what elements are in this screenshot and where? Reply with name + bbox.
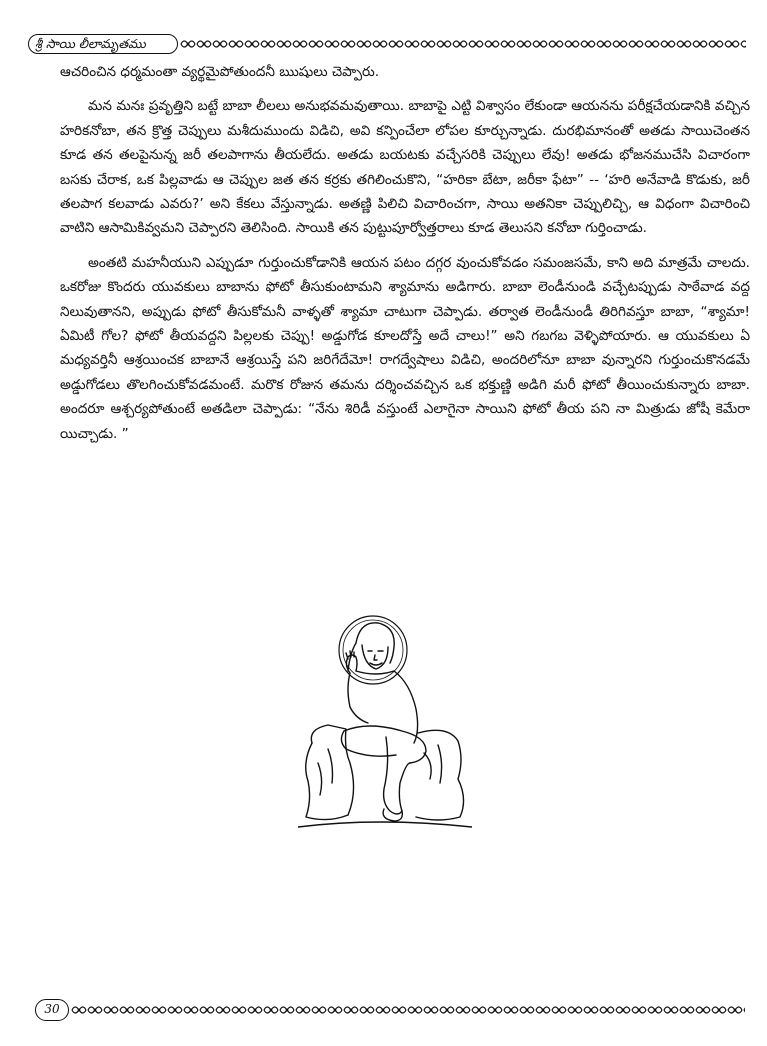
decorative-border-top (180, 37, 746, 51)
sai-baba-illustration (298, 613, 472, 849)
page-number: 30 (35, 999, 69, 1021)
page-header (28, 34, 746, 54)
paragraph: ఆచరించిన ధర్మమంతా వ్యర్థమైపోతుందనీ ఋషులు చెప్పారు. (60, 64, 380, 80)
paragraph: మన మనః ప్రవృత్తిని బట్టే బాబా లీలలు అనుభవమవుతాయి. బాబాపై ఎట్టి విశ్వాసం లేకుండా ఆయనను పరీక్షచేయడానికి వచ్చిన హరికనోబా, తన క్రొత్త చెప్పులు మశీదుముందు విడిచి, అవి కన్పించేలా లోపల కూర్చున్నాడు. దురభిమానంతో అతడు సాయిచెంతన కూడ తన తలపైనున్న జరీ తలపాగాను తీయలేదు. అతడు బయటకు వచ్చేసరికి చెప్పులు లేవు! అతడు భోజనముచేసి విచారంగా బసకు చేరాక, ఒక పిల్లవాడు ఆ చెప్పుల జత తన కర్రకు తగిలించుకొని, “హరికా బేటా, జరీకా ఫేటా” -- ‘హరి అనేవాడి కొడుకు, జరీ తలపాగ కలవాడు ఎవరు?’ అని కేకలు వేస్తున్నాడు. అతణ్ణి పిలిచి విచారించగా, సాయి అతనికా చెప్పులిచ్చి, ఆ విధంగా విచారించి వాటిని ఆసామికివ్వమని చెప్పారని తెలిసింది. సాయికి తన పుట్టుపూర్వోత్తరాలు కూడ తెలుసని కనోబా గుర్తించాడు. (60, 98, 750, 237)
page-footer (35, 999, 745, 1021)
article-body (60, 60, 750, 446)
paragraph: అంతటి మహనీయుని ఎప్పుడూ గుర్తుంచుకోడానికి ఆయన పటం దగ్గర వుంచుకోవడం సమంజసమే, కాని అది మాత్రమే చాలదు. ఒకరోజు కొందరు యువకులు బాబాను ఫోటో తీసుకుంటామని శ్యామాను అడిగారు. బాబా లెండీనుండి వచ్చేటప్పుడు సాఠేవాడ వద్ద నిలువుతానని, అప్పుడు ఫోటో తీసుకోమనీ వాళ్ళతో శ్యామా చాటుగా చెప్పాడు. తర్వాత లెండీనుండీ తిరిగివస్తూ బాబా, “శ్యామా! ఏమిటీ గోల? ఫోటో తీయవద్దని పిల్లలకు చెప్పు! అడ్డుగోడ కూలదోస్తే అదే చాలు!” అని గబగబ వెళ్ళిపోయారు. ఆ యువకులు ఏ మధ్యవర్తినీ ఆశ్రయించక బాబానే ఆశ్రయిస్తే పని జరిగేదేమో! రాగద్వేషాలు విడిచి, అందరిలోనూ బాబా వున్నారని గుర్తుంచుకొనడమే అడ్డుగోడలు తొలగించుకోవడమంటే. మరొక రోజున తమను దర్శించవచ్చిన ఒక భక్తుణ్ణి అడిగి మరీ ఫోటో తీయించుకున్నారు బాబా. అందరూ ఆశ్చర్యపోతుంటే అతడిలా చెప్పాడు: “నేను శిరిడీ వస్తుంటే ఎలాగైనా సాయిని ఫోటో తీయ పని నా మిత్రుడు జోషీ కెమేరా యిచ్చాడు. ” (60, 254, 750, 442)
running-title: శ్రీ సాయి లీలామృతము (28, 34, 178, 54)
decorative-border-bottom (71, 1003, 745, 1017)
